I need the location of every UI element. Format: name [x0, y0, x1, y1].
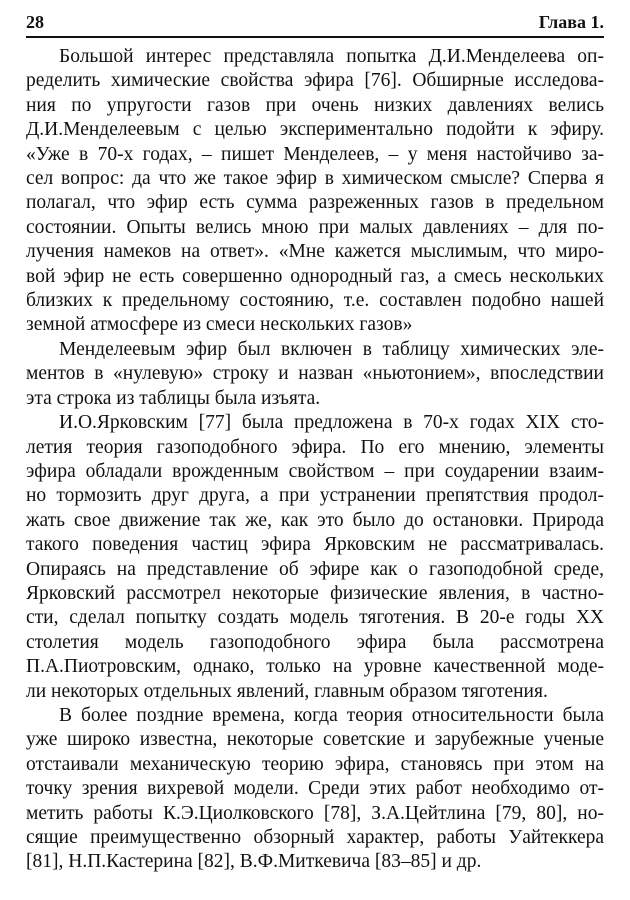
text-line: эта строка из таблицы была изъята. — [26, 387, 321, 409]
text-line: Ярковский рассмотрел некоторые физические явления, в частно- — [26, 582, 604, 604]
text-line: летия теория газоподобного эфира. По его мнению, элементы — [26, 436, 604, 458]
text-line: Менделеевым эфир был включен в таблицу химических эле- — [59, 338, 604, 360]
page-number: 28 — [26, 12, 44, 32]
text-line: сящие преимущественно обзорный характер, работы Уайтеккера — [26, 827, 604, 848]
text-line: столетия модель газоподобного эфира была рассмотрена — [26, 631, 604, 653]
text-line: отстаивали механическую теорию эфира, становясь при этом на — [26, 753, 604, 775]
text-line: ли некоторых отдельных явлений, главным образом тяготения. — [26, 680, 548, 702]
text-line: но тормозить друг друга, а при устранении препятствия продол- — [26, 485, 604, 507]
text-line: Д.И.Менделеевым с целью экспериментально подойти к эфиру. — [26, 119, 604, 141]
paragraph — [26, 338, 604, 411]
page-body — [26, 45, 604, 875]
text-line: жать свое движение так же, как это было до остановки. Природа — [26, 509, 604, 531]
text-line: сел вопрос: да что же такое эфир в химическом смысле? Сперва я — [26, 168, 604, 190]
text-line: ментов в «нулевую» строку и назван «ньютонием», впоследствии — [26, 363, 604, 385]
chapter-title: Глава 1. — [538, 12, 604, 32]
text-line: уже широко известна, некоторые советские и зарубежные ученые — [26, 729, 604, 751]
text-line: П.А.Пиотровским, однако, только на уровне качественной моде- — [26, 656, 604, 678]
text-line: «Уже в 70-х годах, – пишет Менделеев, – у меня настойчиво за- — [26, 143, 604, 165]
body-text — [26, 45, 604, 875]
text-line: близких к предельному состоянию, т.е. составлен подобно нашей — [26, 290, 604, 312]
text-line: ределить химические свойства эфира [76]. Обширные исследова- — [26, 70, 604, 92]
text-line: точку зрения вихревой модели. Среди этих работ необходимо от- — [26, 778, 604, 800]
text-line: полагал, что эфир есть сумма разреженных газов в предельном — [26, 192, 604, 214]
text-line: Опираясь на представление об эфире как о газоподобной среде, — [26, 558, 604, 580]
text-line: вой эфир не есть совершенно однородный газ, а смесь нескольких — [26, 265, 604, 287]
text-line: В более поздние времена, когда теория относительности была — [59, 704, 604, 726]
text-line: И.О.Ярковским [77] была предложена в 70-х годах XIX сто- — [59, 412, 604, 434]
text-line: состоянии. Опыты велись мною при малых давлениях – для по- — [26, 216, 604, 238]
text-line: такого поведения частиц эфира Ярковским не рассматривалась. — [26, 534, 604, 556]
text-line: ния по упругости газов при очень низких давлениях велись — [26, 94, 604, 116]
paragraph — [26, 704, 604, 875]
paragraph — [26, 45, 604, 338]
paragraph — [26, 411, 604, 704]
text-line: [81], Н.П.Кастерина [82], В.Ф.Миткевича [83–85] и др. — [26, 851, 482, 873]
text-line: Большой интерес представляла попытка Д.И.Менделеева оп- — [59, 46, 604, 67]
text-line: лучения намеков на ответ». «Мне кажется мыслимым, что миро- — [26, 241, 604, 263]
page-header — [26, 12, 604, 38]
text-line: сти, сделал попытку создать модель тяготения. В 20-е годы XX — [26, 607, 604, 629]
text-line: метить работы К.Э.Циолковского [78], З.А.Цейтлина [79, 80], но- — [26, 802, 604, 824]
text-line: земной атмосфере из смеси нескольких газов» — [26, 314, 413, 336]
text-line: эфира обладали врожденным свойством – при соударении взаим- — [26, 460, 604, 482]
